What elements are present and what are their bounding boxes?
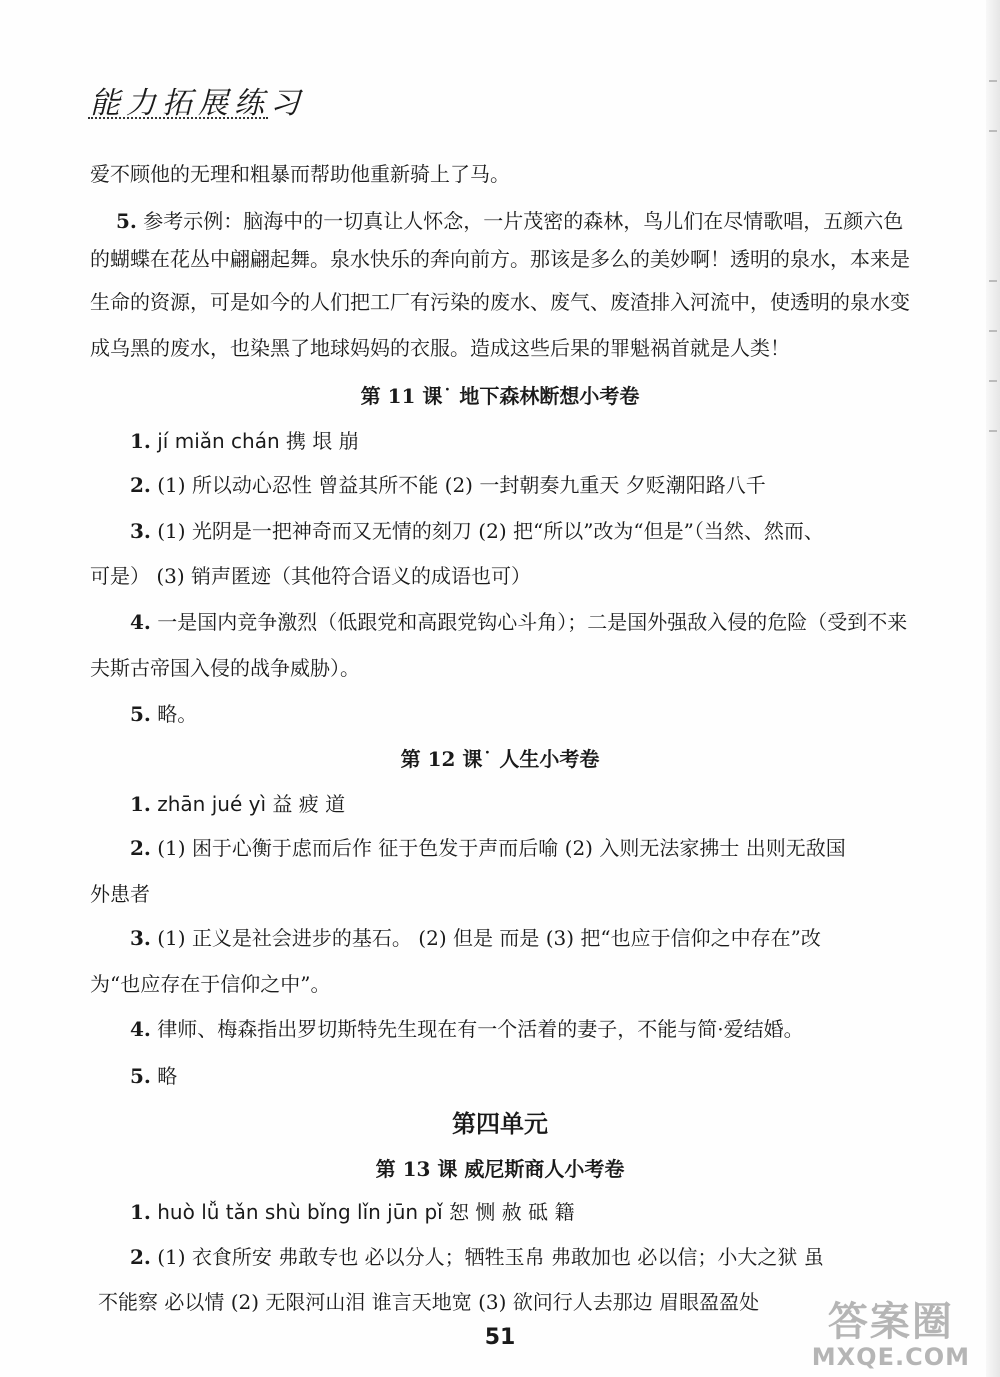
edge-mark [989, 330, 997, 332]
answer-text: 不能察 必以情 (2) 无限河山泪 谁言天地宽 (3) 欲问行人去那边 眉眼盈盈处 [98, 1290, 760, 1314]
answer-line [130, 1243, 824, 1271]
question-number: 1. [130, 792, 151, 816]
question-number: 3. [130, 926, 151, 950]
question-number: 2. [130, 1245, 151, 1269]
answer-line [116, 207, 903, 235]
answer-text: 的蝴蝶在花丛中翩翩起舞。泉水快乐的奔向前方。那该是多么的美妙啊！透明的泉水，本来是 [90, 247, 910, 271]
answer-text: 外患者 [90, 882, 150, 906]
answer-line [130, 427, 359, 455]
question-number: 5. [130, 1064, 151, 1088]
answer-text: 夫斯古帝国入侵的战争威胁）。 [90, 656, 360, 680]
answer-line [130, 517, 824, 545]
answer-text: (1) 光阴是一把神奇而又无情的刻刀 (2) 把“所以”改为“但是”（当然、然而、 [157, 519, 824, 543]
answer-line [130, 790, 345, 818]
answer-text: 爱不顾他的无理和粗暴而帮助他重新骑上了马。 [90, 162, 510, 186]
edge-mark [989, 430, 997, 432]
answer-line [130, 1198, 574, 1226]
edge-mark [989, 280, 997, 282]
question-number: 4. [130, 1017, 151, 1041]
question-number: 1. [130, 429, 151, 453]
question-number: 4. [130, 610, 151, 634]
answer-text: (1) 正义是社会进步的基石。 (2) 但是 而是 (3) 把“也应于信仰之中存在”改 [157, 926, 821, 950]
edge-mark [989, 80, 997, 82]
question-number: 2. [130, 473, 151, 497]
question-number: 2. [130, 836, 151, 860]
answer-line [130, 700, 197, 728]
answer-text: 生命的资源，可是如今的人们把工厂有污染的废水、废气、废渣排入河流中，使透明的泉水变 [90, 290, 910, 314]
answer-text: zhān jué yì 益 疲 道 [157, 792, 346, 816]
question-number: 1. [130, 1200, 151, 1224]
answer-line [90, 245, 910, 273]
lesson-title: 第 11 课˙ 地下森林断想小考卷 [360, 384, 640, 408]
answer-line [130, 924, 821, 952]
watermark-logo [812, 1290, 970, 1371]
question-number: 5. [116, 209, 137, 233]
answer-line [90, 334, 790, 362]
answer-text: (1) 衣食所安 弗敢专也 必以分人；牺牲玉帛 弗敢加也 必以信；小大之狱 虽 [157, 1245, 824, 1269]
answer-text: 略 [157, 1064, 178, 1088]
running-header: 能力拓展练习 [90, 86, 306, 121]
page-number: 51 [484, 1325, 516, 1350]
answer-text: jí miǎn chán 携 垠 崩 [157, 429, 359, 453]
watermark-en: MXQE.COM [811, 1343, 970, 1371]
answer-line [90, 562, 531, 590]
question-number: 5. [130, 702, 151, 726]
watermark-cn: 答案圈 [827, 1299, 954, 1345]
answer-line [90, 880, 150, 908]
answer-text: 参考示例：脑海中的一切真让人怀念，一片茂密的森林，鸟儿们在尽情歌唱，五颜六色 [143, 209, 904, 233]
edge-mark [989, 130, 997, 132]
answer-line [90, 288, 910, 316]
answer-line [98, 1288, 759, 1316]
answer-line [130, 834, 846, 862]
lesson-title: 第 12 课˙ 人生小考卷 [400, 747, 600, 771]
answer-line [90, 654, 360, 682]
answer-line [130, 471, 766, 499]
answer-line [130, 1015, 804, 1043]
unit-title: 第四单元 [452, 1110, 548, 1138]
answer-text: (1) 所以动心忍性 曾益其所不能 (2) 一封朝奏九重天 夕贬潮阳路八千 [157, 473, 766, 497]
answer-text: huò lǚ tǎn shù bǐng lǐn jūn pǐ 恕 恻 赦 砥 籍 [157, 1200, 575, 1224]
answer-line [130, 608, 907, 636]
answer-line [90, 970, 330, 998]
lesson-title: 第 13 课 威尼斯商人小考卷 [375, 1157, 625, 1181]
question-number: 3. [130, 519, 151, 543]
answer-text: 成乌黑的废水，也染黑了地球妈妈的衣服。造成这些后果的罪魁祸首就是人类！ [90, 336, 790, 360]
answer-line [90, 160, 510, 188]
answer-text: 一是国内竞争激烈（低跟党和高跟党钩心斗角）；二是国外强敌入侵的危险（受到不来 [157, 610, 908, 634]
answer-text: 可是） (3) 销声匿迹（其他符合语义的成语也可） [90, 564, 532, 588]
answer-text: 为“也应存在于信仰之中”。 [90, 972, 331, 996]
answer-text: 律师、梅森指出罗切斯特先生现在有一个活着的妻子，不能与简·爱结婚。 [157, 1017, 804, 1041]
answer-text: 略。 [157, 702, 198, 726]
answer-text: (1) 困于心衡于虑而后作 征于色发于声而后喻 (2) 入则无法家拂士 出则无敌国 [157, 836, 846, 860]
header-dotted-rule [88, 117, 268, 119]
answer-line [130, 1062, 177, 1090]
